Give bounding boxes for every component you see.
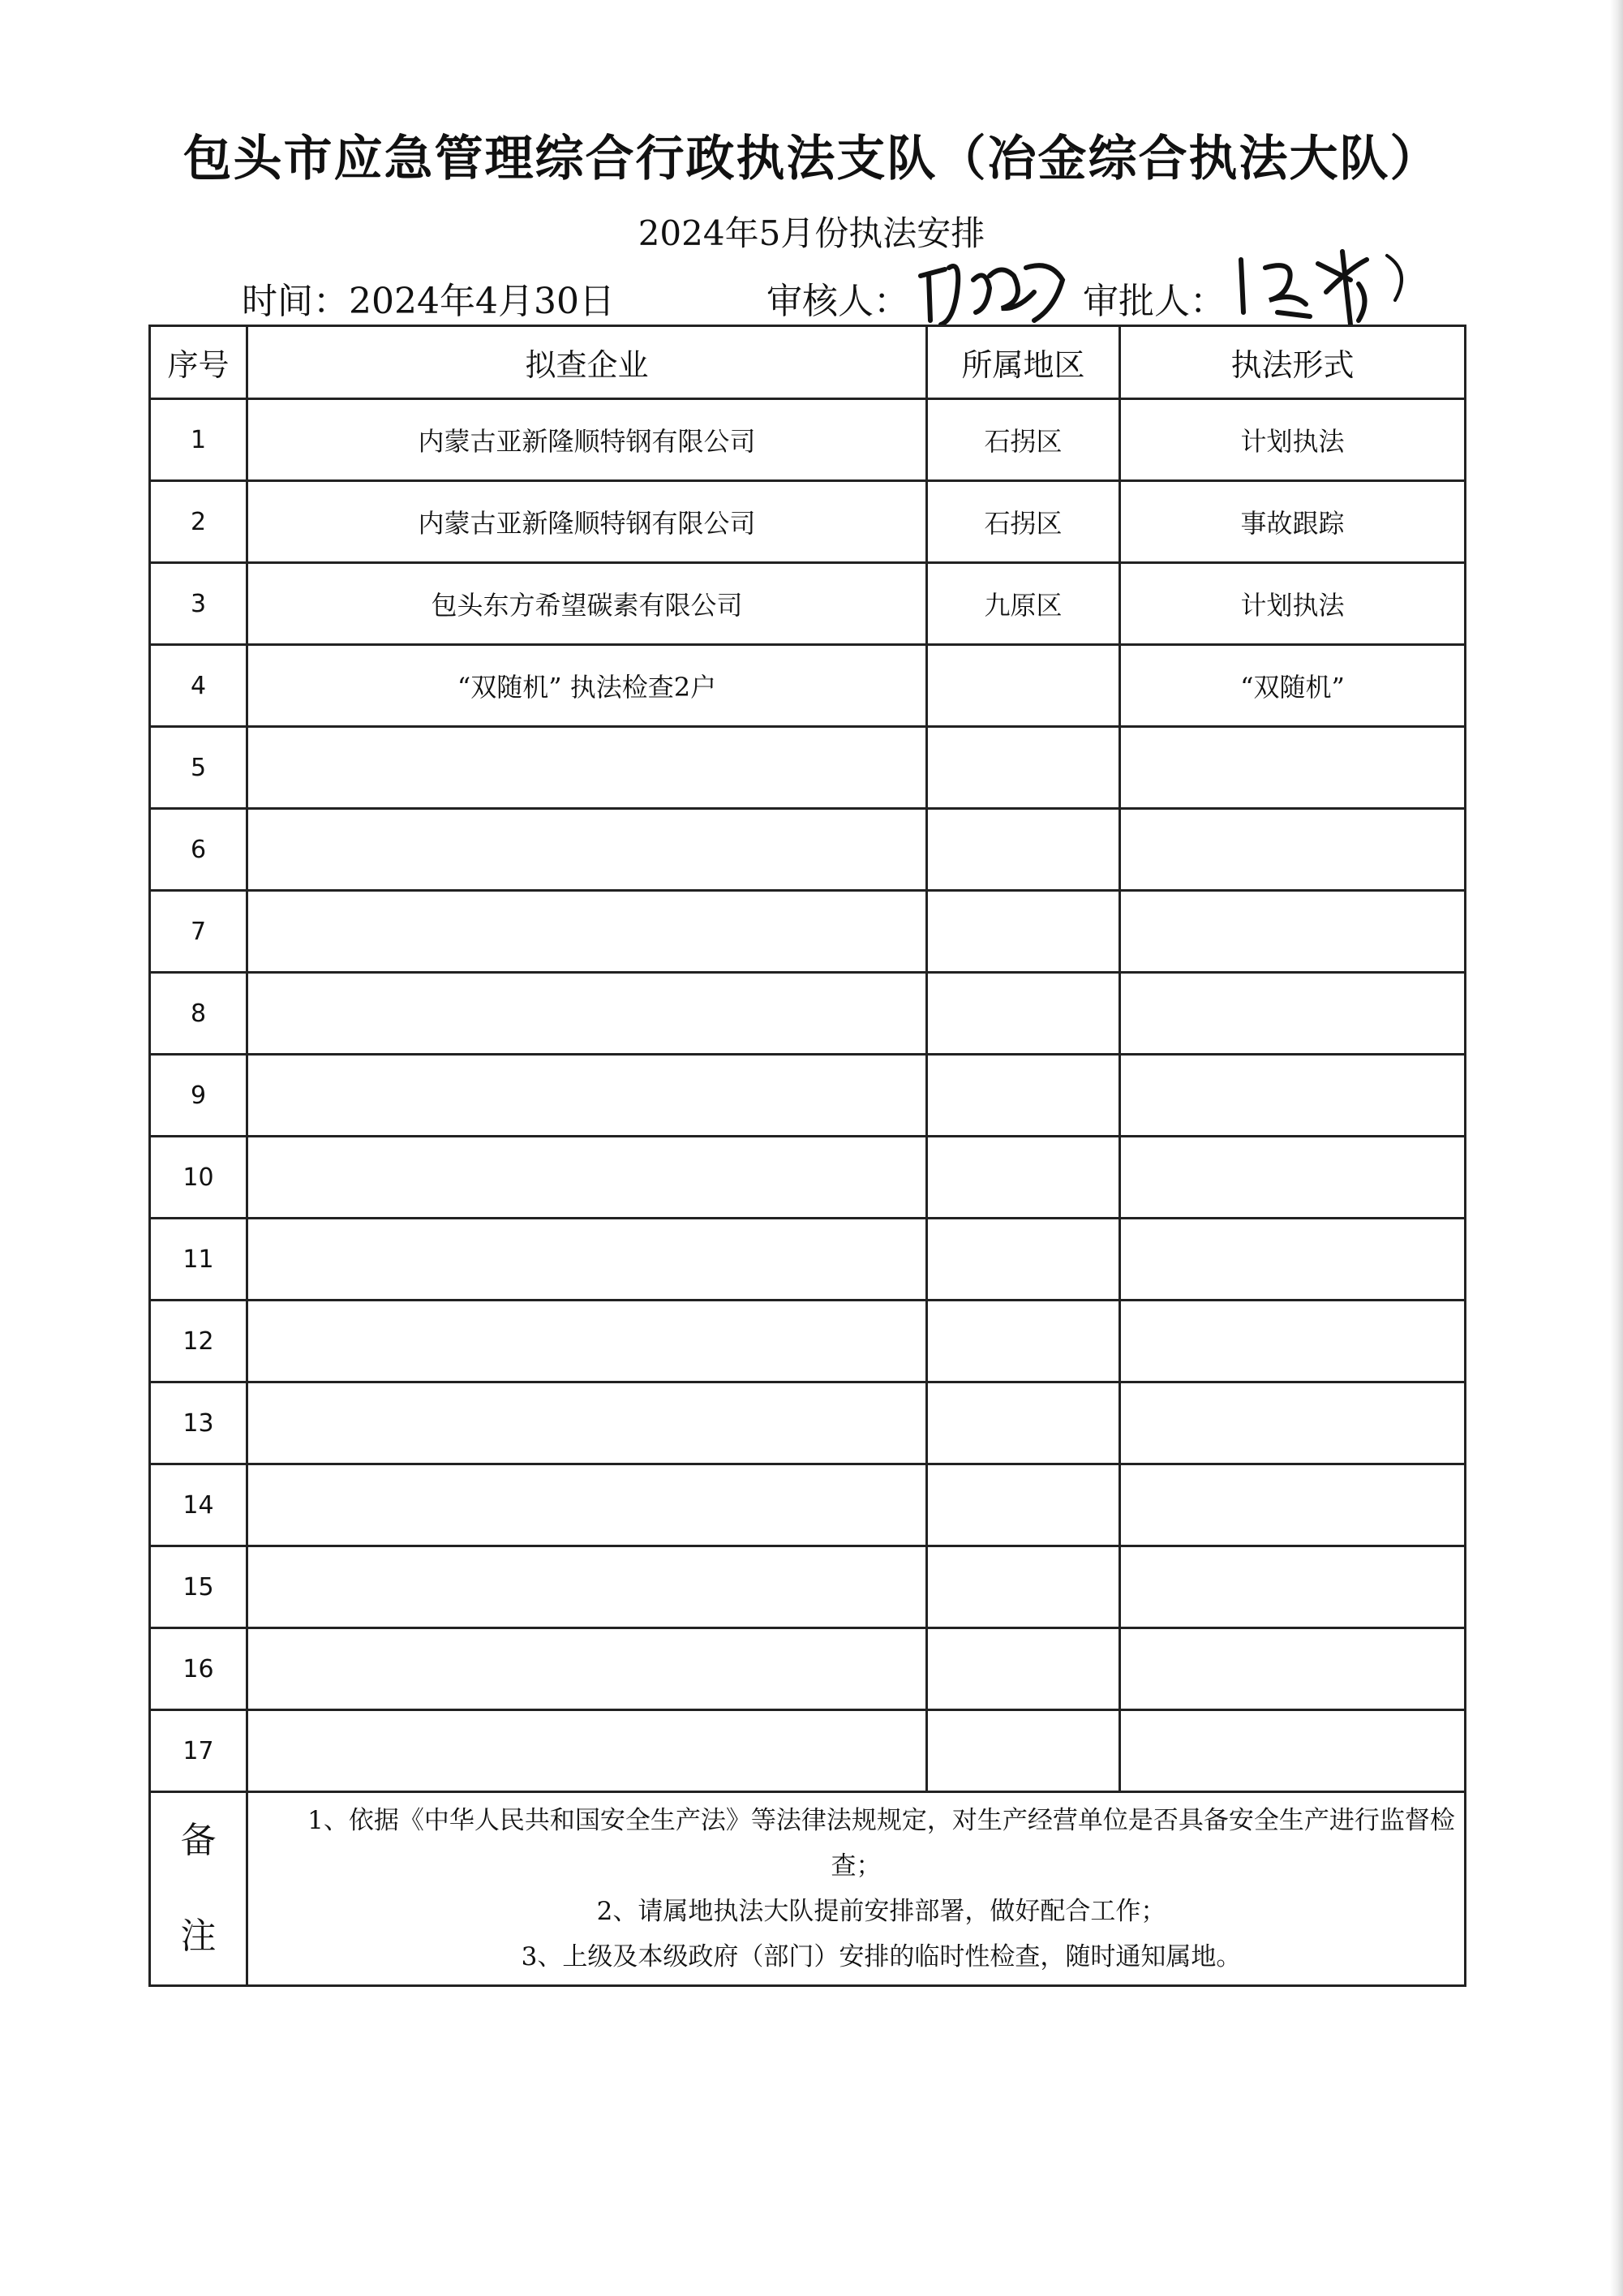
cell-district — [927, 1055, 1120, 1137]
cell-seq: 13 — [150, 1382, 247, 1464]
cell-district: 石拐区 — [927, 399, 1120, 481]
cell-company — [247, 1464, 927, 1546]
cell-district — [927, 727, 1120, 809]
approver-signature — [1229, 235, 1423, 333]
cell-form — [1120, 891, 1466, 973]
cell-district — [927, 1301, 1120, 1382]
table-row — [150, 563, 1466, 645]
cell-seq: 15 — [150, 1546, 247, 1628]
cell-form: 事故跟踪 — [1120, 481, 1466, 563]
cell-seq: 3 — [150, 563, 247, 645]
page-title: 包头市应急管理综合行政执法支队（冶金综合执法大队） — [182, 131, 1441, 187]
table-row — [150, 1628, 1466, 1710]
note-item: 2、请属地执法大队提前安排部署，做好配合工作； — [596, 1897, 1166, 1926]
note-item: 3、上级及本级政府（部门）安排的临时性检查，随时通知属地。 — [521, 1942, 1242, 1971]
cell-form — [1120, 1301, 1466, 1382]
cell-company: 内蒙古亚新隆顺特钢有限公司 — [247, 481, 927, 563]
cell-company: “双随机” 执法检查2户 — [247, 645, 927, 727]
page-subtitle: 2024年5月份执法安排 — [638, 213, 985, 253]
cell-district — [927, 973, 1120, 1055]
header-company: 拟查企业 — [247, 326, 927, 399]
cell-seq: 7 — [150, 891, 247, 973]
cell-district — [927, 1382, 1120, 1464]
cell-seq: 6 — [150, 809, 247, 891]
table-row — [150, 645, 1466, 727]
notes-row — [150, 1792, 1466, 1986]
cell-form — [1120, 809, 1466, 891]
table-row — [150, 399, 1466, 481]
cell-district: 九原区 — [927, 563, 1120, 645]
cell-district — [927, 1219, 1120, 1301]
cell-company: 内蒙古亚新隆顺特钢有限公司 — [247, 399, 927, 481]
cell-company — [247, 1546, 927, 1628]
cell-district — [927, 1628, 1120, 1710]
cell-company — [247, 1219, 927, 1301]
cell-company — [247, 973, 927, 1055]
cell-seq: 4 — [150, 645, 247, 727]
header-seq: 序号 — [150, 326, 247, 399]
cell-form — [1120, 1546, 1466, 1628]
cell-form — [1120, 727, 1466, 809]
cell-seq: 12 — [150, 1301, 247, 1382]
cell-company — [247, 809, 927, 891]
cell-seq: 5 — [150, 727, 247, 809]
cell-company — [247, 1137, 927, 1219]
cell-form — [1120, 1628, 1466, 1710]
cell-company — [247, 1628, 927, 1710]
table-row — [150, 973, 1466, 1055]
table-row — [150, 1219, 1466, 1301]
cell-district — [927, 809, 1120, 891]
cell-district — [927, 645, 1120, 727]
cell-form — [1120, 1219, 1466, 1301]
cell-form: “双随机” — [1120, 645, 1466, 727]
cell-seq: 11 — [150, 1219, 247, 1301]
table-row — [150, 481, 1466, 563]
cell-seq: 10 — [150, 1137, 247, 1219]
table-row — [150, 1055, 1466, 1137]
note-item: 1、依据《中华人民共和国安全生产法》等法律法规规定，对生产经营单位是否具备安全生产进行监督检查； — [307, 1806, 1455, 1881]
cell-district — [927, 1710, 1120, 1792]
cell-district — [927, 891, 1120, 973]
reviewer-label: 审核人： — [766, 281, 909, 322]
cell-company: 包头东方希望碳素有限公司 — [247, 563, 927, 645]
notes-content — [247, 1792, 1466, 1986]
table-row — [150, 809, 1466, 891]
cell-district — [927, 1137, 1120, 1219]
enforcement-schedule-table — [148, 325, 1466, 1987]
cell-district — [927, 1546, 1120, 1628]
cell-form: 计划执法 — [1120, 563, 1466, 645]
table-row — [150, 1464, 1466, 1546]
notes-label-char: 备 — [180, 1820, 217, 1861]
cell-company — [247, 1710, 927, 1792]
date-value: 2024年4月30日 — [349, 281, 615, 322]
cell-seq: 17 — [150, 1710, 247, 1792]
table-row — [150, 1382, 1466, 1464]
cell-form — [1120, 1137, 1466, 1219]
cell-seq: 2 — [150, 481, 247, 563]
cell-seq: 8 — [150, 973, 247, 1055]
cell-form — [1120, 973, 1466, 1055]
cell-company — [247, 1055, 927, 1137]
cell-seq: 14 — [150, 1464, 247, 1546]
scan-edge-shadow — [1610, 0, 1623, 2296]
cell-company — [247, 1301, 927, 1382]
cell-district — [927, 1464, 1120, 1546]
cell-form — [1120, 1382, 1466, 1464]
reviewer-signature — [912, 243, 1075, 333]
date-line — [242, 272, 615, 324]
notes-label-char: 注 — [180, 1915, 217, 1957]
cell-form: 计划执法 — [1120, 399, 1466, 481]
cell-company — [247, 1382, 927, 1464]
cell-form — [1120, 1055, 1466, 1137]
notes-label — [150, 1792, 247, 1986]
table-row — [150, 891, 1466, 973]
cell-seq: 1 — [150, 399, 247, 481]
cell-seq: 9 — [150, 1055, 247, 1137]
table-row — [150, 1710, 1466, 1792]
table-row — [150, 1301, 1466, 1382]
approver-label: 审批人： — [1083, 281, 1226, 322]
table-row — [150, 1137, 1466, 1219]
cell-seq: 16 — [150, 1628, 247, 1710]
cell-form — [1120, 1710, 1466, 1792]
table-row — [150, 727, 1466, 809]
header-form: 执法形式 — [1120, 326, 1466, 399]
table-header-row — [150, 326, 1466, 399]
cell-district: 石拐区 — [927, 481, 1120, 563]
cell-company — [247, 891, 927, 973]
table-row — [150, 1546, 1466, 1628]
cell-form — [1120, 1464, 1466, 1546]
date-label: 时间： — [242, 281, 349, 322]
header-district: 所属地区 — [927, 326, 1120, 399]
cell-company — [247, 727, 927, 809]
